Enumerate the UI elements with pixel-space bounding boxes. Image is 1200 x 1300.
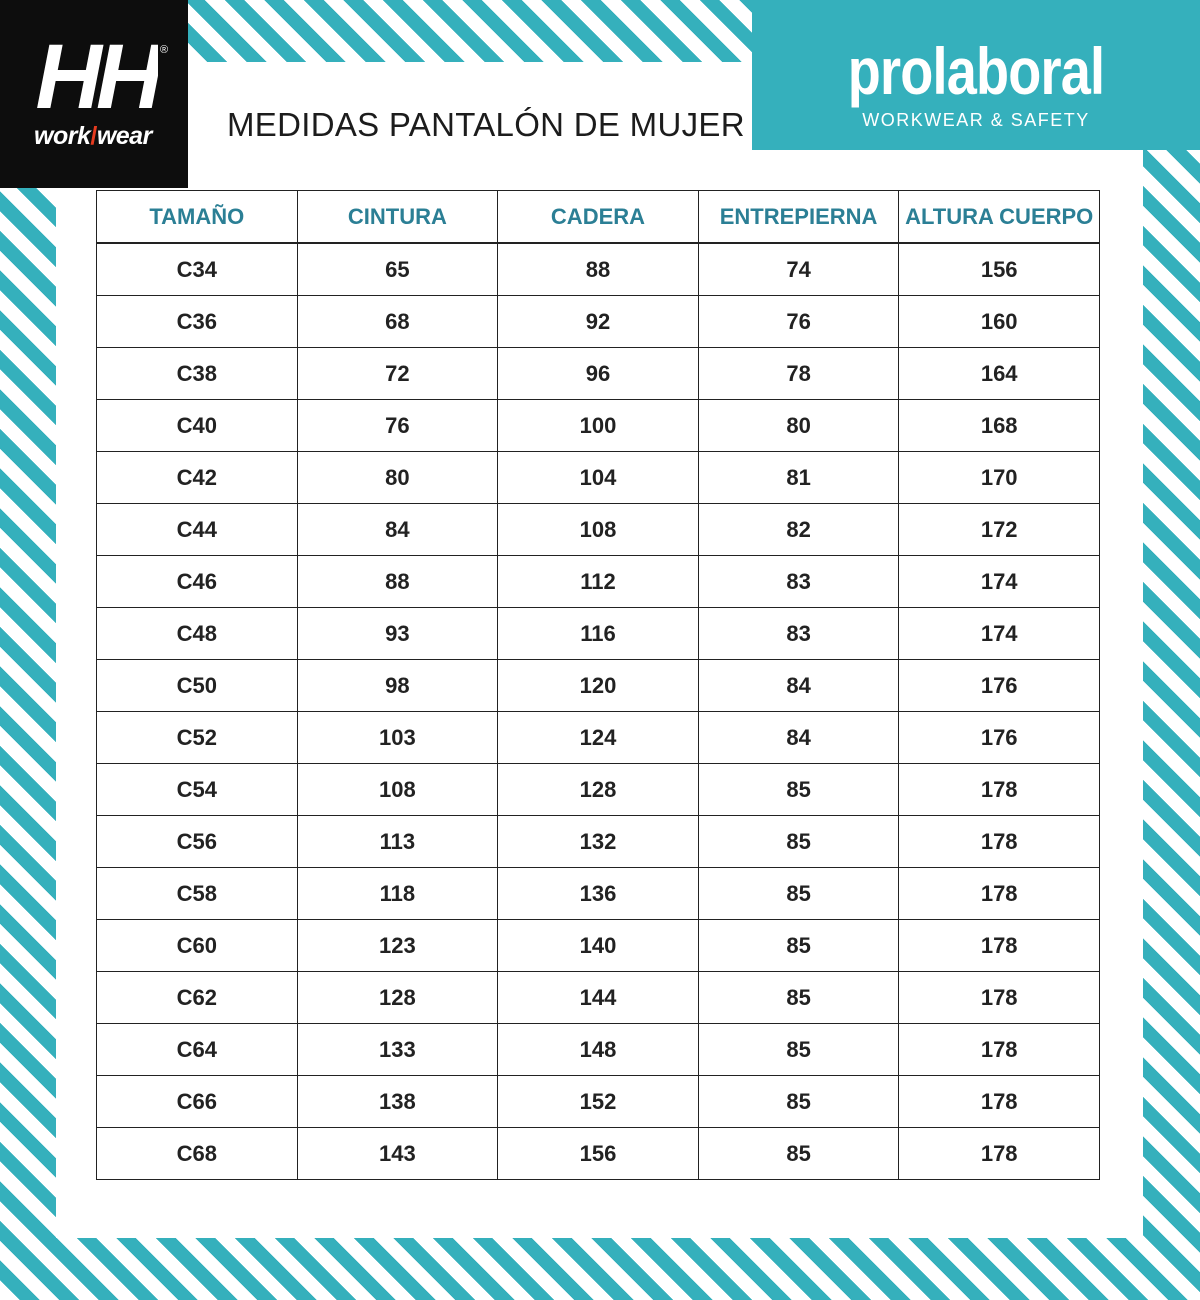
cell-altura-cuerpo: 178 (899, 1024, 1100, 1076)
cell-entrepierna: 74 (698, 243, 899, 296)
cell-cadera: 152 (498, 1076, 699, 1128)
cell-entrepierna: 85 (698, 816, 899, 868)
cell-cadera: 92 (498, 296, 699, 348)
cell-tamano: C40 (97, 400, 298, 452)
registered-mark: ® (160, 44, 169, 56)
cell-entrepierna: 85 (698, 1076, 899, 1128)
cell-entrepierna: 85 (698, 1024, 899, 1076)
cell-cadera: 140 (498, 920, 699, 972)
cell-entrepierna: 81 (698, 452, 899, 504)
table-row (97, 712, 1100, 764)
cell-altura-cuerpo: 156 (899, 243, 1100, 296)
cell-entrepierna: 80 (698, 400, 899, 452)
table-row (97, 920, 1100, 972)
cell-cintura: 108 (297, 764, 498, 816)
cell-cadera: 156 (498, 1128, 699, 1180)
cell-cintura: 68 (297, 296, 498, 348)
cell-tamano: C46 (97, 556, 298, 608)
cell-cintura: 103 (297, 712, 498, 764)
header-entrepierna: ENTREPIERNA (698, 191, 899, 244)
cell-cintura: 138 (297, 1076, 498, 1128)
table-row (97, 1128, 1100, 1180)
hh-logo-letters: HH (35, 40, 157, 112)
cell-entrepierna: 85 (698, 920, 899, 972)
cell-tamano: C60 (97, 920, 298, 972)
cell-cadera: 148 (498, 1024, 699, 1076)
cell-cadera: 136 (498, 868, 699, 920)
cell-cadera: 120 (498, 660, 699, 712)
table-row (97, 608, 1100, 660)
cell-entrepierna: 82 (698, 504, 899, 556)
cell-altura-cuerpo: 178 (899, 868, 1100, 920)
cell-cadera: 88 (498, 243, 699, 296)
cell-altura-cuerpo: 176 (899, 712, 1100, 764)
table-row (97, 243, 1100, 296)
table-row (97, 296, 1100, 348)
size-table-head (97, 191, 1100, 244)
cell-cadera: 100 (498, 400, 699, 452)
hh-workwear-logo (0, 0, 188, 188)
cell-altura-cuerpo: 178 (899, 764, 1100, 816)
cell-cadera: 124 (498, 712, 699, 764)
hh-logo-subtitle (34, 122, 152, 151)
table-row (97, 452, 1100, 504)
cell-cintura: 65 (297, 243, 498, 296)
cell-altura-cuerpo: 170 (899, 452, 1100, 504)
cell-cintura: 143 (297, 1128, 498, 1180)
table-row (97, 868, 1100, 920)
cell-tamano: C48 (97, 608, 298, 660)
cell-tamano: C56 (97, 816, 298, 868)
cell-tamano: C58 (97, 868, 298, 920)
cell-altura-cuerpo: 178 (899, 920, 1100, 972)
header-cintura: CINTURA (297, 191, 498, 244)
cell-tamano: C64 (97, 1024, 298, 1076)
cell-cintura: 93 (297, 608, 498, 660)
cell-tamano: C44 (97, 504, 298, 556)
table-row (97, 816, 1100, 868)
hh-sub-slash: / (90, 122, 97, 150)
cell-altura-cuerpo: 172 (899, 504, 1100, 556)
cell-tamano: C42 (97, 452, 298, 504)
cell-tamano: C52 (97, 712, 298, 764)
cell-cadera: 144 (498, 972, 699, 1024)
table-row (97, 348, 1100, 400)
cell-entrepierna: 83 (698, 608, 899, 660)
cell-cintura: 80 (297, 452, 498, 504)
size-table-body (97, 243, 1100, 1180)
cell-cintura: 133 (297, 1024, 498, 1076)
size-table (96, 190, 1100, 1180)
cell-cintura: 76 (297, 400, 498, 452)
cell-entrepierna: 85 (698, 1128, 899, 1180)
cell-cadera: 112 (498, 556, 699, 608)
cell-altura-cuerpo: 178 (899, 816, 1100, 868)
cell-altura-cuerpo: 174 (899, 608, 1100, 660)
header-altura-cuerpo: ALTURA CUERPO (899, 191, 1100, 244)
cell-cadera: 132 (498, 816, 699, 868)
cell-cintura: 128 (297, 972, 498, 1024)
cell-entrepierna: 85 (698, 868, 899, 920)
cell-altura-cuerpo: 178 (899, 1128, 1100, 1180)
cell-cadera: 128 (498, 764, 699, 816)
cell-cadera: 104 (498, 452, 699, 504)
table-row (97, 1076, 1100, 1128)
cell-tamano: C50 (97, 660, 298, 712)
cell-cintura: 98 (297, 660, 498, 712)
cell-tamano: C54 (97, 764, 298, 816)
table-row (97, 1024, 1100, 1076)
cell-altura-cuerpo: 176 (899, 660, 1100, 712)
cell-entrepierna: 85 (698, 764, 899, 816)
cell-entrepierna: 84 (698, 712, 899, 764)
page-title: MEDIDAS PANTALÓN DE MUJER (227, 106, 745, 143)
table-row (97, 400, 1100, 452)
cell-altura-cuerpo: 174 (899, 556, 1100, 608)
cell-cadera: 108 (498, 504, 699, 556)
table-row (97, 972, 1100, 1024)
header-tamano: TAMAÑO (97, 191, 298, 244)
cell-tamano: C68 (97, 1128, 298, 1180)
hh-logo-mark (34, 40, 158, 112)
cell-cintura: 118 (297, 868, 498, 920)
table-row (97, 504, 1100, 556)
cell-tamano: C38 (97, 348, 298, 400)
cell-cintura: 84 (297, 504, 498, 556)
prolaboral-tagline: WORKWEAR & SAFETY (862, 110, 1090, 130)
cell-altura-cuerpo: 178 (899, 972, 1100, 1024)
table-row (97, 764, 1100, 816)
table-row (97, 660, 1100, 712)
cell-cintura: 72 (297, 348, 498, 400)
table-row (97, 556, 1100, 608)
header-row (97, 191, 1100, 244)
cell-tamano: C62 (97, 972, 298, 1024)
cell-altura-cuerpo: 164 (899, 348, 1100, 400)
cell-tamano: C34 (97, 243, 298, 296)
cell-entrepierna: 85 (698, 972, 899, 1024)
cell-cadera: 96 (498, 348, 699, 400)
cell-entrepierna: 78 (698, 348, 899, 400)
cell-entrepierna: 83 (698, 556, 899, 608)
cell-altura-cuerpo: 178 (899, 1076, 1100, 1128)
cell-entrepierna: 84 (698, 660, 899, 712)
cell-cintura: 113 (297, 816, 498, 868)
cell-entrepierna: 76 (698, 296, 899, 348)
cell-cadera: 116 (498, 608, 699, 660)
hh-sub-wear: wear (96, 122, 152, 150)
header-cadera: CADERA (498, 191, 699, 244)
cell-cintura: 123 (297, 920, 498, 972)
cell-tamano: C36 (97, 296, 298, 348)
cell-altura-cuerpo: 160 (899, 296, 1100, 348)
cell-altura-cuerpo: 168 (899, 400, 1100, 452)
prolaboral-name: prolaboral (847, 34, 1105, 108)
cell-tamano: C66 (97, 1076, 298, 1128)
prolaboral-logo (752, 0, 1200, 150)
hh-sub-work: work (34, 122, 91, 150)
cell-cintura: 88 (297, 556, 498, 608)
